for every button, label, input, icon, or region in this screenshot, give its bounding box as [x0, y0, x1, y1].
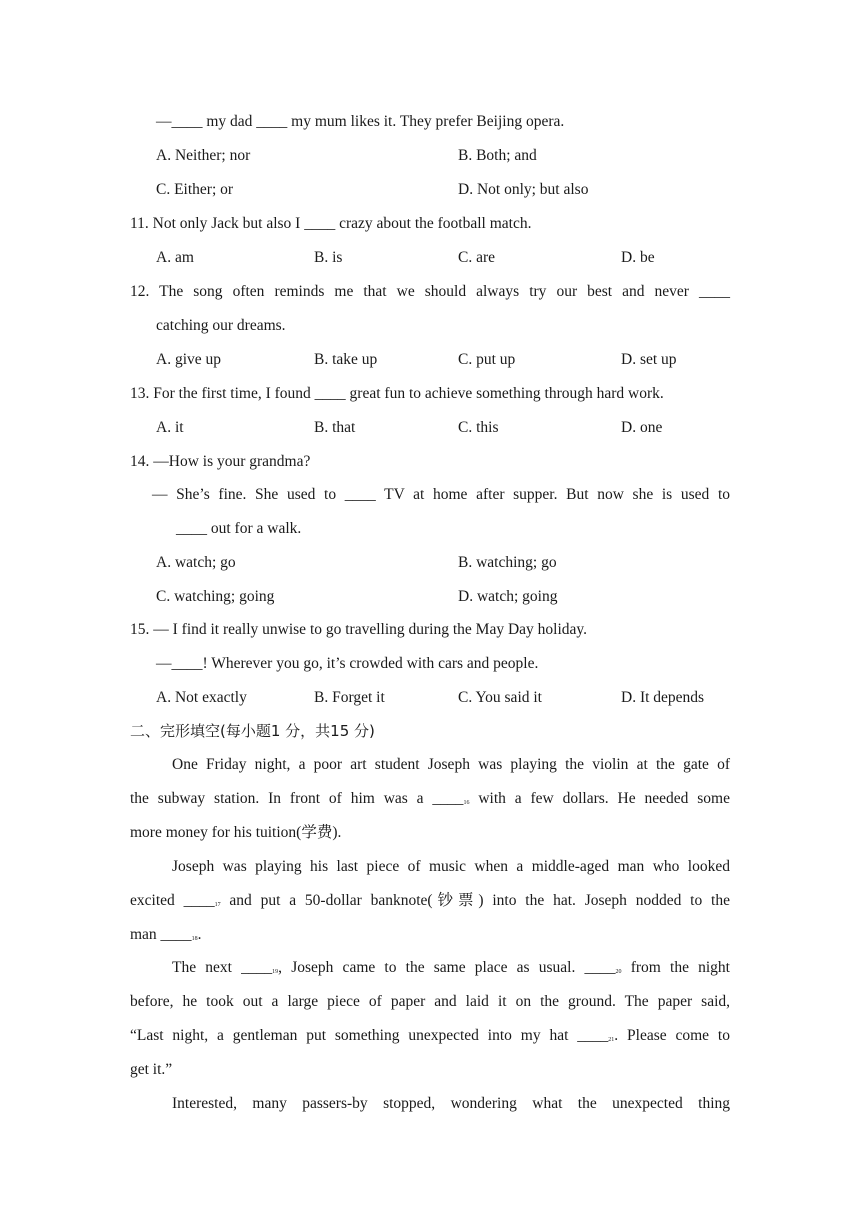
q12-option-b: B. take up	[314, 351, 378, 368]
passage-p3-line2: before, he took out a large piece of paper and laid it on the ground. The paper said,	[130, 993, 730, 1010]
q10-option-c: C. Either; or	[156, 181, 234, 198]
passage-p4-line1: Interested, many passers-by stopped, wondering what the unexpected thing	[172, 1095, 730, 1112]
q10-stem: —____ my dad ____ my mum likes it. They prefer Beijing opera.	[156, 113, 565, 130]
section-heading: 二、完形填空(每小题1 分，共15 分)	[130, 722, 375, 740]
q12-option-c: C. put up	[458, 351, 516, 368]
q14-option-d: D. watch; going	[458, 588, 558, 605]
passage-p2-line3: man $\_\_\_\__{18}$.	[130, 926, 202, 943]
q13-stem: 13. For the first time, I found ____ great fun to achieve something through hard work.	[130, 385, 664, 402]
q14-option-b: B. watching; go	[458, 554, 557, 571]
q15-option-a: A. Not exactly	[156, 689, 247, 706]
passage-p1-line3: more money for his tuition(学费).	[130, 824, 342, 841]
q13-option-a: A. it	[156, 419, 184, 436]
q14-stem: 14. —How is your grandma?	[130, 453, 311, 470]
q10-option-b: B. Both; and	[458, 147, 537, 164]
q11-option-b: B. is	[314, 249, 343, 266]
passage-p2-line2: excited $\_\_\_\__{17}$ and put a 50-dollar banknote(钞票) into the hat. Joseph nodded to the	[130, 892, 730, 909]
q12-option-d: D. set up	[621, 351, 677, 368]
passage-p3-line4: get it.”	[130, 1061, 173, 1078]
q15-reply: —____! Wherever you go, it’s crowded with cars and people.	[156, 655, 539, 672]
q14-option-a: A. watch; go	[156, 554, 236, 571]
blank-number: 18	[191, 936, 198, 942]
q12-stem-line1: 12. The song often reminds me that we should always try our best and never ____	[130, 283, 730, 300]
q12-stem-line2: catching our dreams.	[156, 317, 286, 334]
passage-p1-line2: the subway station. In front of him was a $\_\_\_\__{16}$ with a few dollars. He needed some	[130, 790, 730, 807]
blank-number: 19	[272, 969, 279, 975]
q15-option-b: B. Forget it	[314, 689, 385, 706]
q14-reply-line2: ____ out for a walk.	[176, 520, 302, 537]
passage-p2-line1: Joseph was playing his last piece of music when a middle-aged man who looked	[172, 858, 730, 875]
blank-number: 16	[463, 800, 470, 806]
q13-option-d: D. one	[621, 419, 663, 436]
q11-option-d: D. be	[621, 249, 655, 266]
q12-option-a: A. give up	[156, 351, 222, 368]
q10-option-d: D. Not only; but also	[458, 181, 589, 198]
q15-option-d: D. It depends	[621, 689, 705, 706]
q14-reply-line1: — She’s fine. She used to ____ TV at home after supper. But now she is used to	[152, 486, 730, 503]
q11-option-a: A. am	[156, 249, 194, 266]
passage-p1-line1: One Friday night, a poor art student Joseph was playing the violin at the gate of	[172, 756, 730, 773]
q11-option-c: C. are	[458, 249, 496, 266]
q14-option-c: C. watching; going	[156, 588, 275, 605]
q15-option-c: C. You said it	[458, 689, 542, 706]
q13-option-b: B. that	[314, 419, 356, 436]
q10-option-a: A. Neither; nor	[156, 147, 251, 164]
blank-number: 20	[615, 969, 622, 975]
blank-number: 17	[214, 902, 221, 908]
passage-p3-line1: The next $\_\_\_\__{19}$, Joseph came to the same place as usual. $\_\_\_\__{20}$ from the night	[172, 959, 730, 976]
passage-p3-line3: “Last night, a gentleman put something unexpected into my hat $\_\_\_\__{21}$. Please come to	[130, 1027, 730, 1044]
blank-number: 21	[608, 1037, 615, 1043]
q11-stem: 11. Not only Jack but also I ____ crazy about the football match.	[130, 215, 532, 232]
q15-stem: 15. — I find it really unwise to go travelling during the May Day holiday.	[130, 621, 588, 638]
q13-option-c: C. this	[458, 419, 499, 436]
